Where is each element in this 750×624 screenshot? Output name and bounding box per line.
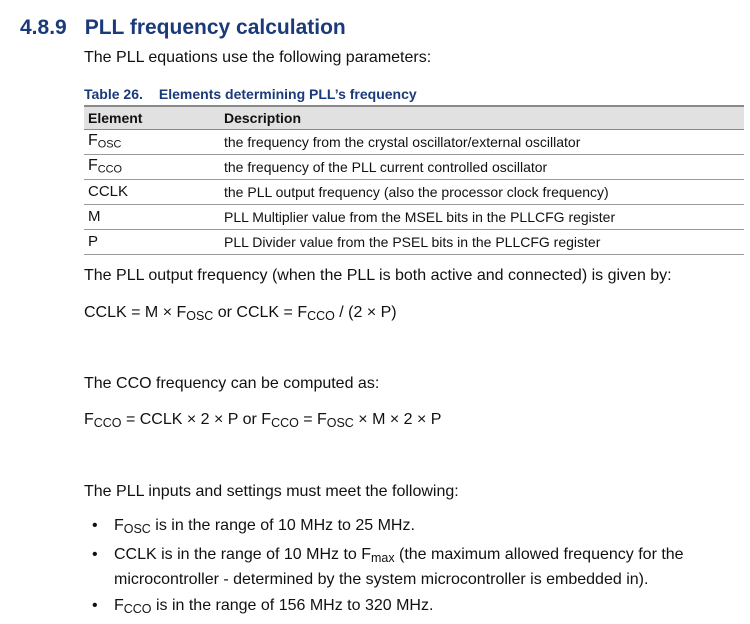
element-subscript: OSC	[97, 138, 122, 151]
element-symbol: F	[88, 131, 98, 149]
list-item: • $F_{OSC}$ is in the range of 10 MHz to 25 MHz.	[92, 517, 415, 537]
element-cell: P	[84, 230, 220, 255]
header-description: Description	[220, 106, 744, 130]
elements-table	[84, 105, 744, 255]
table-row	[84, 155, 744, 180]
table-row	[84, 230, 744, 255]
element-cell	[84, 130, 220, 155]
bullet-icon: •	[92, 517, 98, 534]
element-cell: CCLK	[84, 180, 220, 205]
table-row	[84, 130, 744, 155]
description-cell: PLL Divider value from the PSEL bits in the PLLCFG register	[220, 230, 744, 255]
bullet-icon: •	[92, 546, 98, 564]
table-row	[84, 205, 744, 230]
header-element: Element	[84, 106, 220, 130]
description-cell: the PLL output frequency (also the processor clock frequency)	[220, 180, 744, 205]
section-heading	[20, 14, 346, 42]
table-caption-number: Table 26.	[84, 86, 143, 102]
table-caption	[84, 85, 417, 103]
description-cell: PLL Multiplier value from the MSEL bits in the PLLCFG register	[220, 205, 744, 230]
element-subscript: CCO	[97, 163, 123, 176]
element-symbol: F	[88, 156, 98, 174]
element-cell	[84, 155, 220, 180]
inputs-paragraph: The PLL inputs and settings must meet the following:	[84, 483, 459, 500]
equation-fcco: $F_{CCO}$ = CCLK × 2 × P or $F_{CCO} = F_{OSC} \times M \times 2 \times P$	[84, 411, 442, 431]
list-item: • $F_{CCO}$ is in the range of 156 MHz to 320 MHz.	[92, 597, 434, 617]
section-title: PLL frequency calculation	[84, 16, 346, 39]
section-number: 4.8.9	[20, 16, 67, 39]
table-header-row	[84, 106, 744, 130]
description-cell: the frequency of the PLL current controlled oscillator	[220, 155, 744, 180]
output-frequency-paragraph: The PLL output frequency (when the PLL is both active and connected) is given by:	[84, 267, 672, 284]
bullet-icon: •	[92, 597, 98, 615]
table-row	[84, 180, 744, 205]
description-cell: the frequency from the crystal oscillator/external oscillator	[220, 130, 744, 155]
equation-cclk: CCLK = $M \times F_{OSC}$ or CCLK = $F_{CCO} / (2 \times P)$	[84, 304, 397, 324]
list-item: • CCLK is in the range of 10 MHz to $F_{max}$ (the maximum allowed frequency for the microcontroller - determined by the system microcontroller is embedded in).	[92, 546, 684, 589]
requirements-list	[84, 515, 724, 624]
cco-paragraph: The CCO frequency can be computed as:	[84, 375, 380, 392]
element-cell: M	[84, 205, 220, 230]
table-caption-text: Elements determining PLL’s frequency	[158, 86, 417, 102]
intro-paragraph: The PLL equations use the following parameters:	[84, 49, 432, 66]
